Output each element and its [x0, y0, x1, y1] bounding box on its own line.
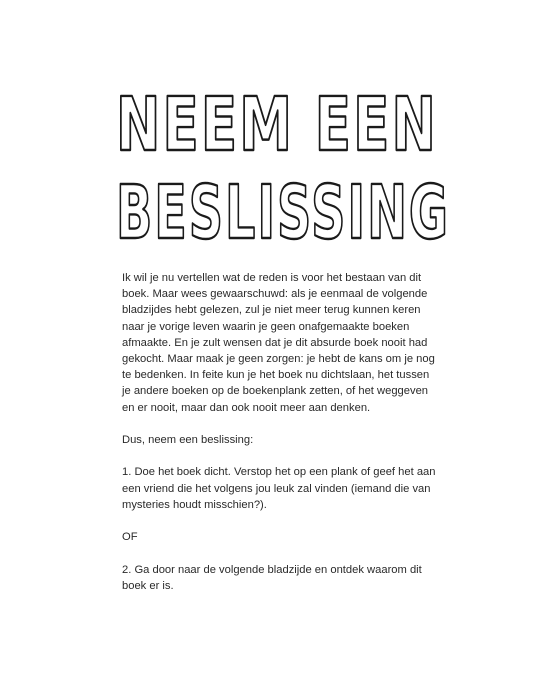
paragraph-or: OF [122, 531, 138, 544]
paragraph-option-1: 1. Doe het boek dicht. Verstop het op een plank of geef het aan een vriend die het volgens jou leuk zal vinden (iemand die van mysteries houdt misschien?). [122, 466, 436, 511]
title-line-2: BESLISSING [116, 170, 450, 256]
title-line-1: NEEM EEN [116, 82, 438, 168]
body-text [122, 270, 437, 610]
paragraph-option-2: 2. Ga door naar de volgende bladzijde en ontdek waarom dit boek er is. [122, 563, 422, 592]
paragraph-prompt: Dus, neem een beslissing: [122, 434, 254, 447]
paragraph-intro: Ik wil je nu vertellen wat de reden is voor het bestaan van dit boek. Maar wees gewaarschuwd: als je eenmaal de volgende bladzijdes hebt gelezen, zul je niet meer terug kunnen keren naar je vorige leven waarin je geen onafgemaakte boeken afmaakte. En je zult wensen dat je dit absurde boek nooit had gekocht. Maar maak je geen zorgen: je hebt de kans om je nog te bedenken. In feite kun je het boek nu dichtslaan, het tussen je andere boeken op de boekenplank zetten, of het weggeven en er nooit, maar dan ook nooit meer aan denken. [122, 272, 435, 414]
title-lettering [112, 80, 452, 255]
page-title [112, 80, 452, 255]
